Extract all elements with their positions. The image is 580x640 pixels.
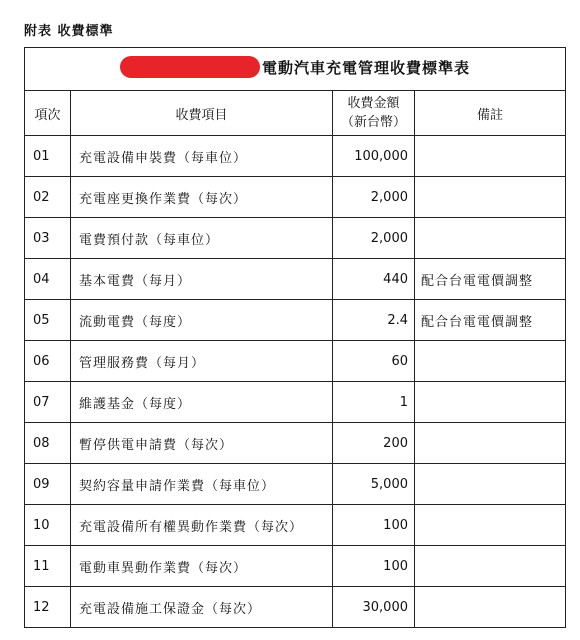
row-note (415, 505, 566, 546)
row-item: 充電設備申裝費（每車位） (71, 136, 333, 177)
row-amount: 2,000 (333, 177, 415, 218)
table-row (25, 587, 566, 628)
table-row (25, 423, 566, 464)
row-amount: 1 (333, 382, 415, 423)
row-note (415, 218, 566, 259)
row-amount: 440 (333, 259, 415, 300)
row-amount: 2,000 (333, 218, 415, 259)
row-index: 01 (25, 136, 71, 177)
row-index: 07 (25, 382, 71, 423)
table-body (25, 136, 566, 628)
row-item: 充電座更換作業費（每次） (71, 177, 333, 218)
row-note: 配合台電電價調整 (415, 300, 566, 341)
row-note (415, 177, 566, 218)
table-row (25, 505, 566, 546)
row-item: 契約容量申請作業費（每車位） (71, 464, 333, 505)
header-index: 項次 (25, 91, 71, 136)
table-row (25, 259, 566, 300)
row-note: 配合台電電價調整 (415, 259, 566, 300)
row-item: 充電設備施工保證金（每次） (71, 587, 333, 628)
table-row (25, 464, 566, 505)
row-note (415, 382, 566, 423)
table-title: 電動汽車充電管理收費標準表 (262, 58, 471, 77)
row-amount: 200 (333, 423, 415, 464)
fee-standard-table (24, 47, 566, 628)
row-amount: 100,000 (333, 136, 415, 177)
row-item: 基本電費（每月） (71, 259, 333, 300)
row-item: 電動車異動作業費（每次） (71, 546, 333, 587)
row-amount: 2.4 (333, 300, 415, 341)
row-note (415, 546, 566, 587)
row-item: 流動電費（每度） (71, 300, 333, 341)
row-amount: 100 (333, 505, 415, 546)
header-item: 收費項目 (71, 91, 333, 136)
row-item: 電費預付款（每車位） (71, 218, 333, 259)
row-index: 03 (25, 218, 71, 259)
table-title-cell (25, 48, 566, 91)
row-amount: 60 (333, 341, 415, 382)
row-index: 02 (25, 177, 71, 218)
row-note (415, 423, 566, 464)
table-header-row (25, 91, 566, 136)
row-amount: 5,000 (333, 464, 415, 505)
row-index: 09 (25, 464, 71, 505)
header-note: 備註 (415, 91, 566, 136)
row-note (415, 587, 566, 628)
header-amount (333, 91, 415, 136)
row-item: 充電設備所有權異動作業費（每次） (71, 505, 333, 546)
row-amount: 100 (333, 546, 415, 587)
table-row (25, 546, 566, 587)
row-index: 05 (25, 300, 71, 341)
redaction-mark (120, 56, 260, 78)
row-item: 暫停供電申請費（每次） (71, 423, 333, 464)
row-note (415, 341, 566, 382)
row-item: 維護基金（每度） (71, 382, 333, 423)
header-amount-line1: 收費金額 (347, 96, 400, 111)
row-index: 04 (25, 259, 71, 300)
row-amount: 30,000 (333, 587, 415, 628)
attachment-caption: 附表 收費標準 (24, 24, 114, 39)
row-note (415, 136, 566, 177)
row-index: 08 (25, 423, 71, 464)
table-row (25, 382, 566, 423)
header-amount-line2: （新台幣） (340, 115, 406, 130)
row-index: 12 (25, 587, 71, 628)
row-index: 06 (25, 341, 71, 382)
table-row (25, 341, 566, 382)
table-row (25, 177, 566, 218)
table-row (25, 136, 566, 177)
row-note (415, 464, 566, 505)
row-index: 11 (25, 546, 71, 587)
row-index: 10 (25, 505, 71, 546)
table-row (25, 218, 566, 259)
row-item: 管理服務費（每月） (71, 341, 333, 382)
table-row (25, 300, 566, 341)
